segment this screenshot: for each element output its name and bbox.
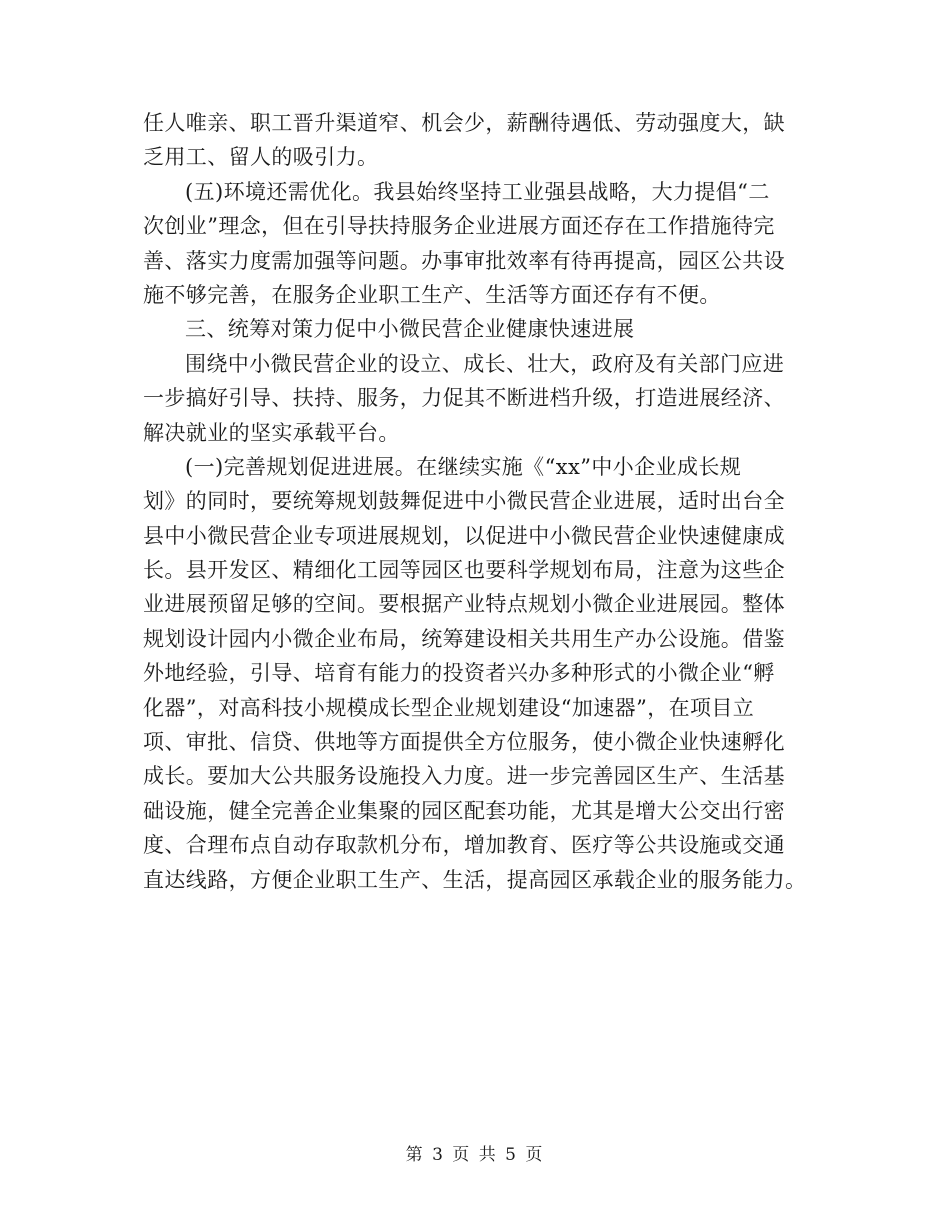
- paragraph-start-line: (五)环境还需优化。我县始终坚持工业强县战略，大力提倡“二: [185, 179, 770, 204]
- text-line: 成长。要加大公共服务设施投入力度。进一步完善园区生产、生活基: [143, 764, 785, 789]
- text-line: 善、落实力度需加强等问题。办事审批效率有待再提高，园区公共设: [143, 248, 785, 273]
- body-text: [143, 106, 813, 897]
- text-line: 化器”，对高科技小规模成长型企业规划建设“加速器”，在项目立: [143, 695, 755, 720]
- text-line: 次创业”理念，但在引导扶持服务企业进展方面还存在工作措施待完: [143, 214, 775, 239]
- text-line: 县中小微民营企业专项进展规划，以促进中小微民营企业快速健康成: [143, 523, 785, 548]
- section-heading: 三、统筹对策力促中小微民营企业健康快速进展: [185, 317, 635, 342]
- text-line: 项、审批、信贷、供地等方面提供全方位服务，使小微企业快速孵化: [143, 730, 785, 755]
- page-number: 第 3 页 共 5 页: [405, 1145, 545, 1165]
- paragraph-start-line: 围绕中小微民营企业的设立、成长、壮大，政府及有关部门应进: [185, 351, 785, 376]
- text-line: 业进展预留足够的空间。要根据产业特点规划小微企业进展园。整体: [143, 592, 785, 617]
- text-line: 规划设计园内小微企业布局，统筹建设相关共用生产办公设施。借鉴: [143, 626, 785, 651]
- text-line: 础设施，健全完善企业集聚的园区配套功能，尤其是增大公交出行密: [143, 798, 785, 823]
- paragraph-start-line: (一)完善规划促进进展。在继续实施《“xx”中小企业成长规: [185, 454, 742, 479]
- text-line: 度、合理布点自动存取款机分布，增加教育、医疗等公共设施或交通: [143, 833, 785, 858]
- text-line: 乏用工、留人的吸引力。: [143, 145, 379, 170]
- text-line: 解决就业的坚实承载平台。: [143, 420, 400, 445]
- text-line: 长。县开发区、精细化工园等园区也要科学规划布局，注意为这些企: [143, 558, 785, 583]
- text-line: 划》的同时，要统筹规划鼓舞促进中小微民营企业进展，适时出台全: [143, 489, 785, 514]
- text-line: 外地经验，引导、培育有能力的投资者兴办多种形式的小微企业“孵: [143, 661, 775, 686]
- text-line: 一步搞好引导、扶持、服务，力促其不断进档升级，打造进展经济、: [143, 386, 785, 411]
- text-line: 任人唯亲、职工晋升渠道窄、机会少，薪酬待遇低、劳动强度大，缺: [143, 111, 785, 135]
- text-line: 施不够完善，在服务企业职工生产、生活等方面还存有不便。: [143, 282, 721, 307]
- text-line: 直达线路，方便企业职工生产、生活，提高园区承载企业的服务能力。: [143, 867, 807, 892]
